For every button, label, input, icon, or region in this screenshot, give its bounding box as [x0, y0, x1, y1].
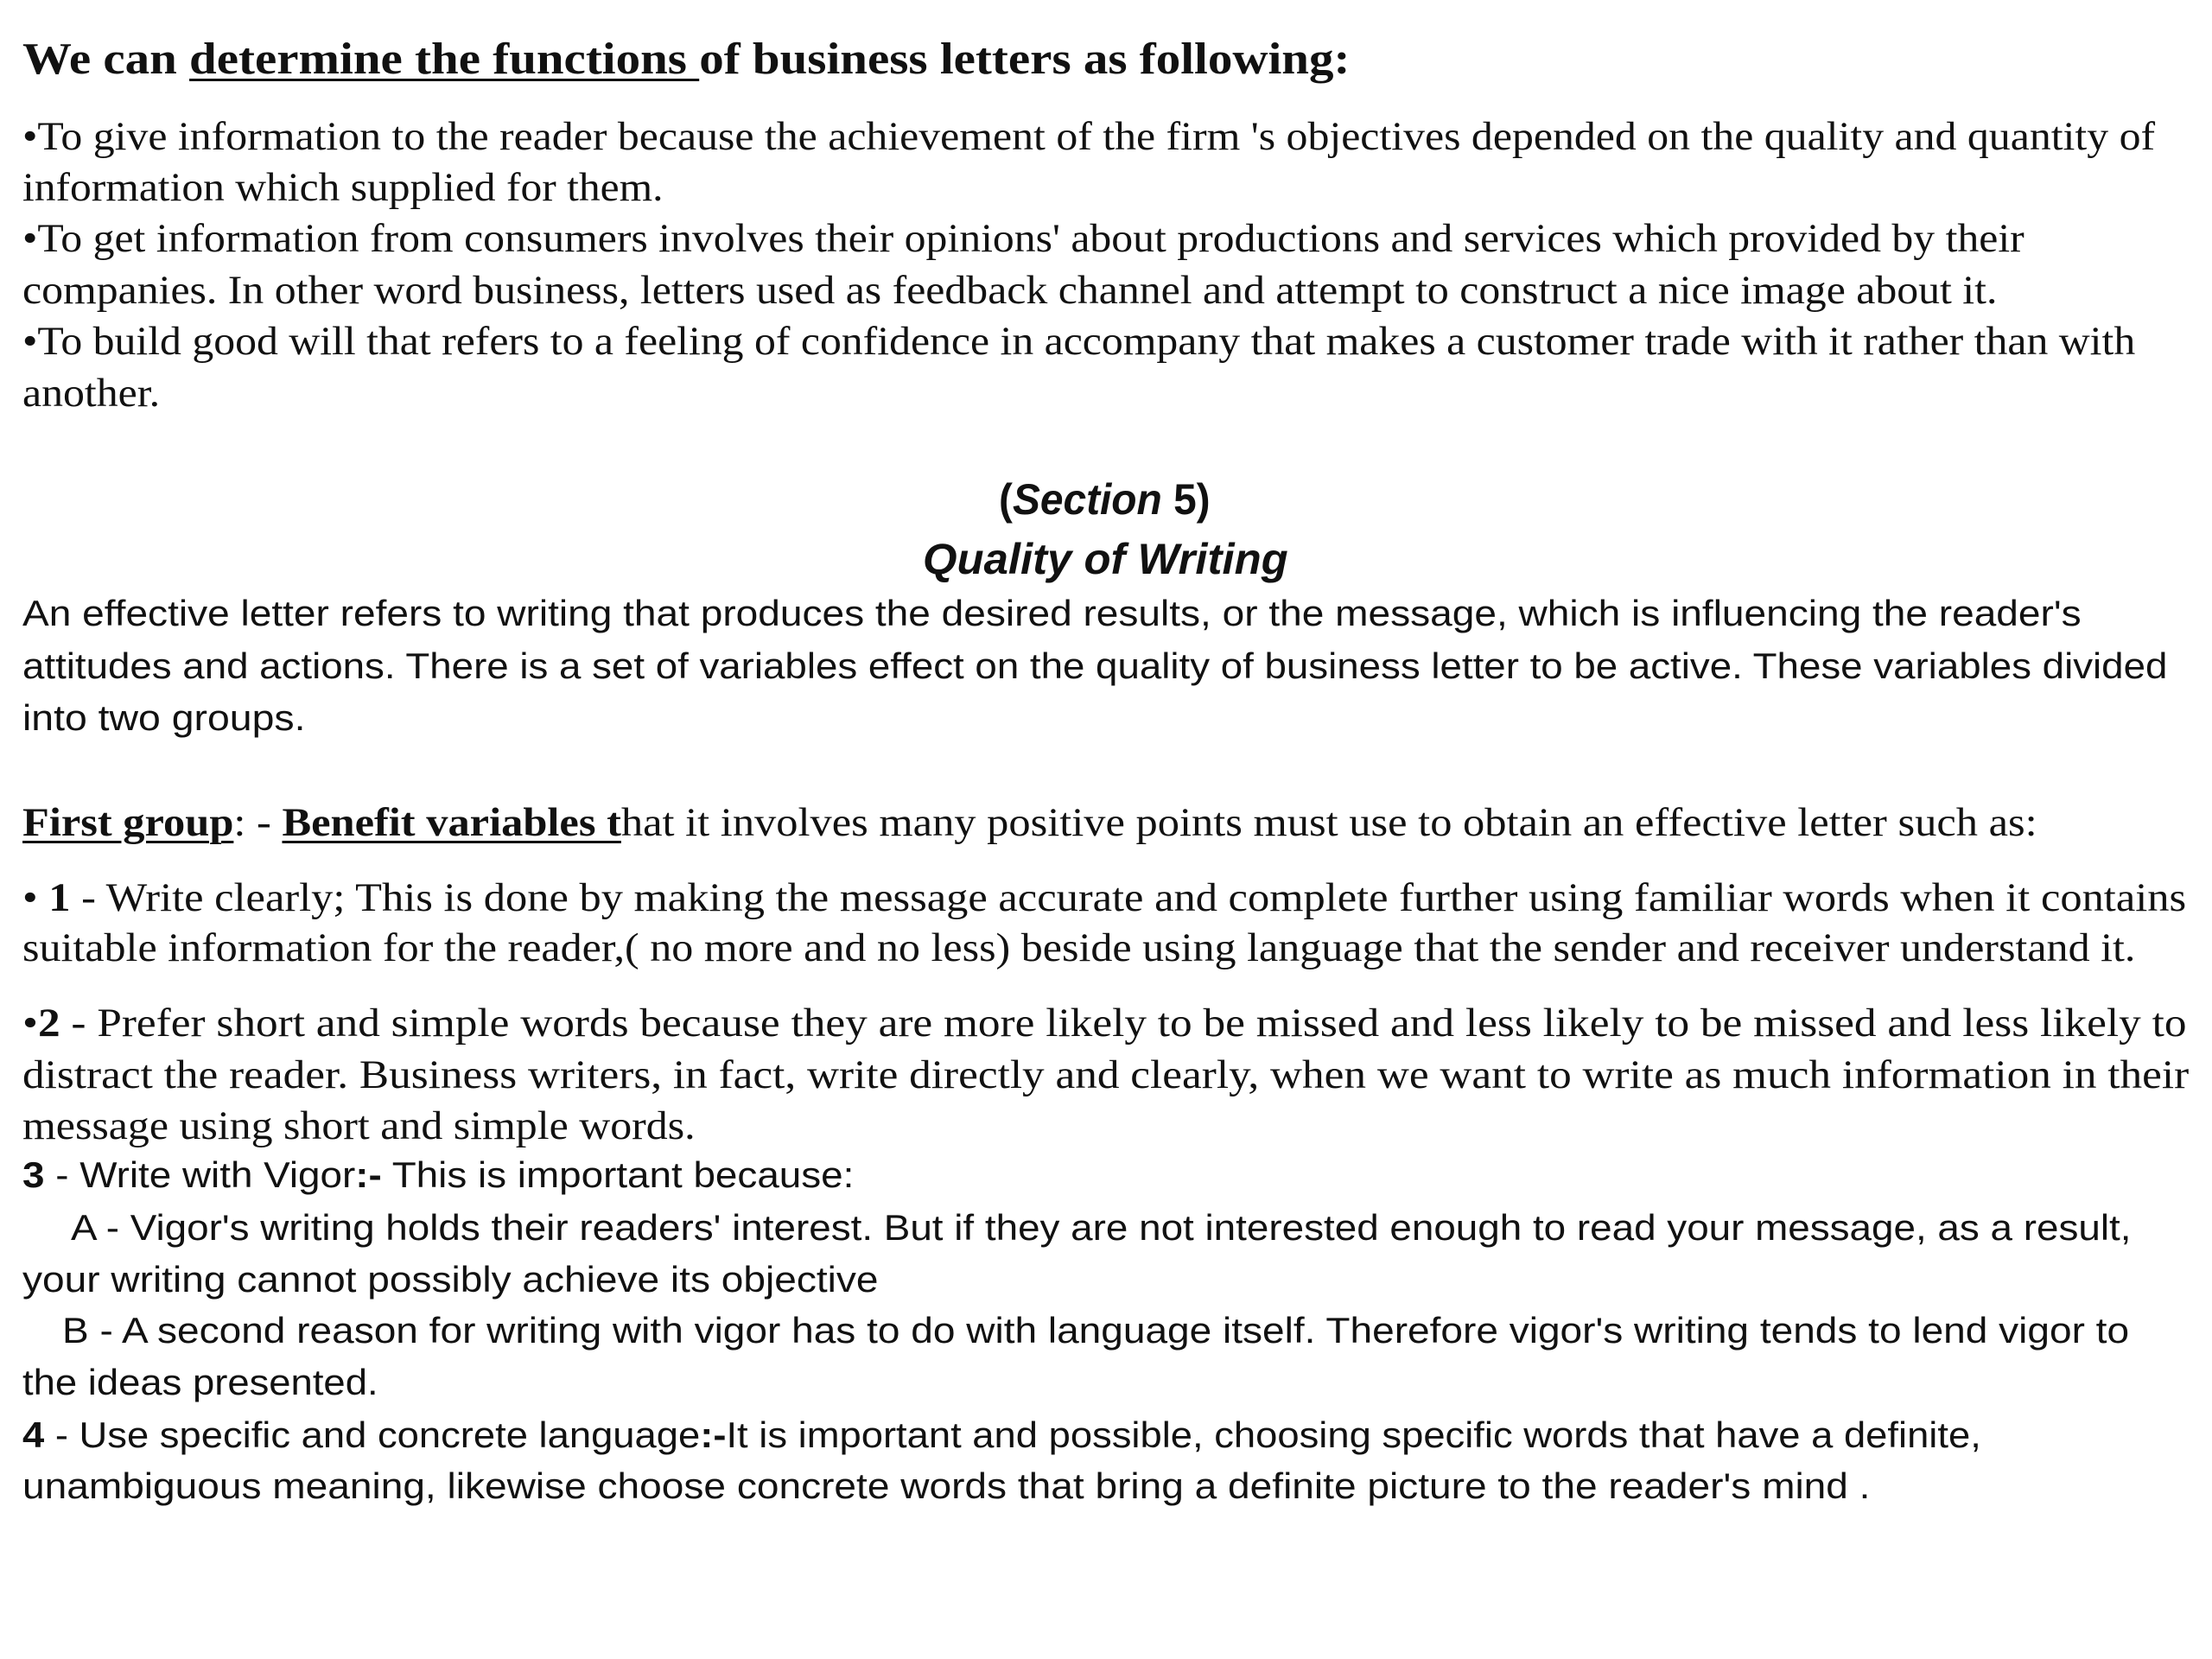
- text-run: This is important because:: [381, 1154, 855, 1195]
- text-run: the ideas presented.: [22, 1362, 378, 1402]
- intro-heading: [22, 37, 1350, 82]
- item-4-line: [22, 1414, 1981, 1455]
- text-run: information which supplied for them.: [22, 164, 664, 210]
- text-run: - Write with Vigor: [44, 1154, 356, 1195]
- text-run: attitudes and actions. There is a set of variables effect on the quality of business letter to be active. These variables divided: [22, 645, 2168, 686]
- item-3-line: [22, 1259, 879, 1300]
- text-run: Benefit variables t: [282, 799, 621, 845]
- text-run: B - A second reason for writing with vigor has to do with language itself. Therefore vigor's writing tends to lend vigor to: [62, 1310, 2130, 1351]
- text-run: unambiguous meaning, likewise choose concrete words that bring a definite picture to the reader's mind .: [22, 1465, 1871, 1506]
- text-run: :-: [700, 1414, 727, 1455]
- text-run: First group: [22, 799, 234, 845]
- text-run: :-: [355, 1154, 382, 1195]
- text-run: : -: [233, 799, 283, 845]
- first-group-lead: [22, 799, 2037, 845]
- intro-bullet-line: [22, 318, 2136, 364]
- item-1-line: [22, 874, 2187, 920]
- text-run: A - Vigor's writing holds their readers' interest. But if they are not interested enough to read your message, as a result,: [71, 1207, 2132, 1248]
- item-3-line: [22, 1364, 378, 1401]
- item-3-line: [62, 1310, 2130, 1351]
- text-run: into two groups.: [22, 697, 306, 738]
- item-3-line: [71, 1207, 2132, 1248]
- section-label: [999, 475, 1211, 524]
- item-2-line: [22, 1052, 2190, 1097]
- text-run: Quality of Writing: [923, 535, 1288, 583]
- section-title: [923, 537, 1288, 581]
- text-run: •To build good will that refers to a feeling of confidence in accompany that makes a customer trade with it rather than with: [22, 318, 2136, 364]
- text-run: •To give information to the reader because the achievement of the firm 's objectives depended on the quality and quantity of: [22, 113, 2156, 159]
- text-run: determine the functions: [189, 35, 700, 84]
- text-run: - Use specific and concrete language: [44, 1414, 701, 1455]
- text-run: suitable information for the reader,( no more and no less) beside using language that the sender and receiver understand it.: [22, 925, 2136, 970]
- item-4-line: [22, 1465, 1871, 1506]
- item-2-line: [22, 1000, 2187, 1046]
- item-1-line: [22, 925, 2136, 970]
- item-3-line: [22, 1154, 855, 1195]
- text-run: 1: [48, 874, 71, 920]
- text-run: companies. In other word business, letters used as feedback channel and attempt to construct a nice image about it.: [22, 267, 1998, 313]
- text-run: An effective letter refers to writing that produces the desired results, or the message, which is influencing the reader's: [22, 593, 2082, 633]
- text-run: hat it involves many positive points must use to obtain an effective letter such as:: [620, 799, 2037, 845]
- intro-bullet-line: [22, 215, 2024, 261]
- text-run: - Write clearly; This is done by making the message accurate and complete further using familiar words when it contains: [70, 874, 2187, 920]
- intro-bullet-line: [22, 370, 161, 416]
- text-run: 5): [1161, 475, 1211, 524]
- section-paragraph-line: [22, 645, 2168, 686]
- text-run: 3: [22, 1154, 45, 1195]
- text-run: 4: [22, 1414, 45, 1455]
- intro-bullet-line: [22, 267, 1998, 313]
- text-run: your writing cannot possibly achieve its objective: [22, 1259, 879, 1300]
- text-run: •: [22, 1000, 38, 1046]
- text-run: message using short and simple words.: [22, 1103, 696, 1148]
- text-run: Section: [1012, 475, 1162, 524]
- text-run: 2: [37, 1000, 60, 1046]
- text-run: We can: [22, 35, 190, 84]
- text-run: distract the reader. Business writers, in fact, write directly and clearly, when we want to write as much information in their: [22, 1052, 2190, 1097]
- intro-bullet-line: [22, 113, 2156, 159]
- text-run: It is important and possible, choosing specific words that have a definite,: [726, 1414, 1981, 1455]
- text-run: - Prefer short and simple words because they are more likely to be missed and less likely to be missed and less likely to: [60, 1000, 2187, 1046]
- intro-bullet-line: [22, 164, 664, 210]
- text-run: •To get information from consumers involves their opinions' about productions and services which provided by their: [22, 215, 2024, 261]
- section-paragraph-line: [22, 595, 2082, 632]
- section-paragraph-line: [22, 697, 306, 738]
- text-run: (: [999, 475, 1013, 524]
- item-2-line: [22, 1103, 696, 1148]
- text-run: of business letters as following:: [699, 35, 1351, 84]
- text-run: •: [22, 874, 49, 920]
- text-run: another.: [22, 370, 161, 416]
